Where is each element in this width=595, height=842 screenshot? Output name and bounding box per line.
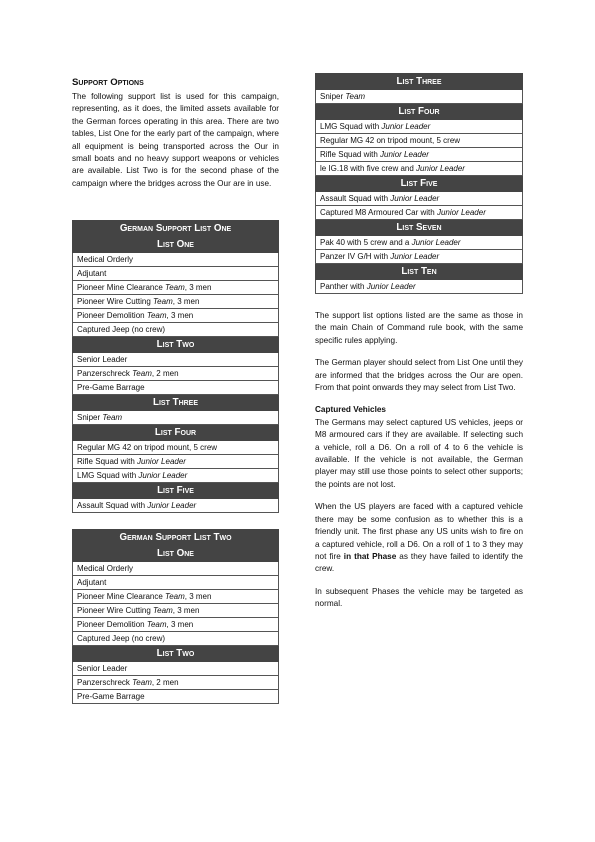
list-header: List Five [73,483,279,499]
list-header: List Ten [316,264,523,280]
list-item: Rifle Squad with Junior Leader [316,148,523,162]
table-title: German Support List Two [73,530,279,546]
support-options-paragraph: The following support list is used for this campaign, representing, as it does, the limited assets available for the German forces operating in this area. There are two tables, List One for the early part of the campaign, where all equipment is being transported across the Our in small boats and no heavy support weapons or vehicles are available. List Two is for the second phase of the campaign where the bridges across the Our are in use. [72,92,279,188]
german-support-list-two-continued-table [315,73,523,294]
list-header: List One [73,237,279,253]
list-header: List Four [73,425,279,441]
list-item: Pioneer Mine Clearance Team, 3 men [73,590,279,604]
list-item: Assault Squad with Junior Leader [316,192,523,206]
list-header: List Five [316,176,523,192]
left-column [72,76,279,704]
list-item: Senior Leader [73,353,279,367]
list-item: Pioneer Demolition Team, 3 men [73,309,279,323]
german-support-list-one-table [72,220,279,513]
captured-vehicles-title: Captured Vehicles [315,405,386,415]
list-header: List Three [73,395,279,411]
list-item: Regular MG 42 on tripod mount, 5 crew [73,441,279,455]
list-item: le IG.18 with five crew and Junior Leader [316,162,523,176]
list-item: Captured Jeep (no crew) [73,323,279,337]
identification-text-end: as they have failed to identify the crew. [315,551,523,574]
list-header: List Two [73,646,279,662]
list-item: Pak 40 with 5 crew and a Junior Leader [316,236,523,250]
table-title: German Support List One [73,221,279,237]
list-item: LMG Squad with Junior Leader [73,469,279,483]
list-item: Medical Orderly [73,253,279,267]
list-item: Adjutant [73,267,279,281]
list-item: Pioneer Demolition Team, 3 men [73,618,279,632]
list-header: List One [73,546,279,562]
list-item: Panther with Junior Leader [316,280,523,294]
list-item: Assault Squad with Junior Leader [73,499,279,513]
rules-paragraph: The support list options listed are the same as those in the main Chain of Command rule book, with the same specific rules applying. [315,311,523,345]
identification-bold-text: in that Phase [343,551,397,561]
german-support-list-two-table [72,529,279,704]
list-item: Sniper Team [316,90,523,104]
list-item: Pre-Game Barrage [73,690,279,704]
list-header: List Three [316,74,523,90]
list-header: List Two [73,337,279,353]
list-item: Rifle Squad with Junior Leader [73,455,279,469]
list-item: Panzerschreck Team, 2 men [73,367,279,381]
list-item: Pre-Game Barrage [73,381,279,395]
list-header: List Four [316,104,523,120]
list-item: Medical Orderly [73,562,279,576]
subsequent-phases-paragraph: In subsequent Phases the vehicle may be targeted as normal. [315,586,523,609]
list-item: Pioneer Wire Cutting Team, 3 men [73,604,279,618]
list-item: Panzerschreck Team, 2 men [73,676,279,690]
list-item: Regular MG 42 on tripod mount, 5 crew [316,134,523,148]
list-item: LMG Squad with Junior Leader [316,120,523,134]
list-item: Panzer IV G/H with Junior Leader [316,250,523,264]
list-item: Captured Jeep (no crew) [73,632,279,646]
support-options-title: Support Options [72,77,144,88]
right-column [315,73,523,611]
list-item: Sniper Team [73,411,279,425]
list-item: Pioneer Wire Cutting Team, 3 men [73,295,279,309]
identification-text: When the US players are faced with a captured vehicle there may be some confusion as to whether this is a friendly unit. The first phase any US units wish to fire on a captured vehicle, roll a D6. On a roll of 1 to 3 they may not fire [315,502,523,561]
list-item: Adjutant [73,576,279,590]
list-item: Senior Leader [73,662,279,676]
list-item: Captured M8 Armoured Car with Junior Leader [316,206,523,220]
captured-vehicles-paragraph: The Germans may select captured US vehicles, jeeps or M8 armoured cars if they are available. If selecting such a vehicle, roll a D6. On a roll of 4 to 6 the vehicle is available. If the vehicle is not available, the German player may still use those points to select other supports; the points are not lost. [315,417,523,489]
identification-paragraph [315,501,523,575]
list-item: Pioneer Mine Clearance Team, 3 men [73,281,279,295]
list-header: List Seven [316,220,523,236]
list-selection-paragraph: The German player should select from List One until they are informed that the bridges across the Our are open. From that point onwards they may select from List Two. [315,358,523,393]
